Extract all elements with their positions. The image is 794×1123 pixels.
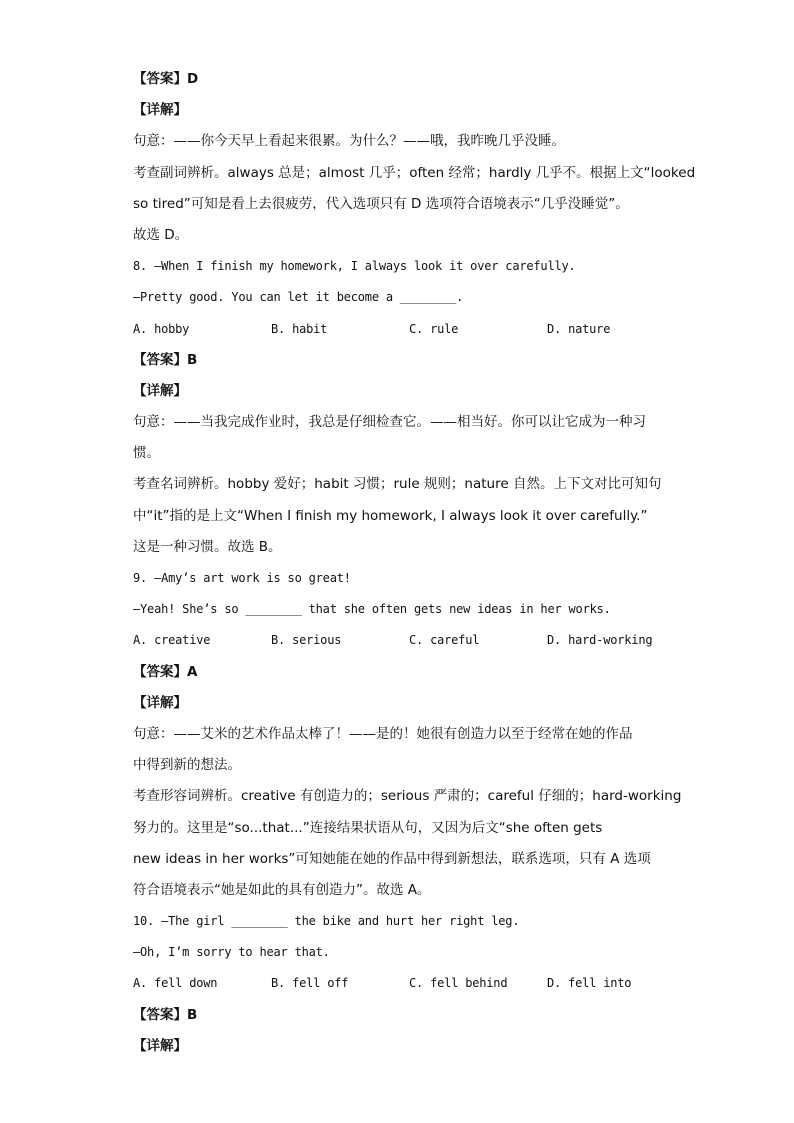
answer-option: A. fell down <box>133 976 218 991</box>
section-header: 【答案】D <box>133 71 199 87</box>
explanation-line: 中得到新的想法。 <box>133 757 241 774</box>
explanation-line: 考查名词辨析。hobby 爱好；habit 习惯；rule 规则；nature 自然。上下文对比可知句 <box>133 476 662 493</box>
question-line: —Yeah! She’s so ________ that she often gets new ideas in her works. <box>133 602 611 617</box>
answer-option: B. habit <box>271 321 328 336</box>
explanation-line: 考查形容词辨析。creative 有创造力的；serious 严肃的；careful 仔细的；hard-working <box>133 788 682 805</box>
question-line: 10. —The girl ________ the bike and hurt her right leg. <box>133 914 520 929</box>
answer-option: C. fell behind <box>409 976 508 991</box>
explanation-line: 句意：——你今天早上看起来很累。为什么？——哦，我昨晚几乎没睡。 <box>133 133 565 150</box>
section-header: 【详解】 <box>133 102 187 119</box>
section-header: 【详解】 <box>133 1037 187 1054</box>
explanation-line: 努力的。这里是“so...that...”连接结果状语从句，又因为后文“she often gets <box>133 819 603 836</box>
answer-option: D. nature <box>547 321 611 336</box>
section-header: 【详解】 <box>133 694 187 711</box>
answer-option: C. careful <box>409 633 480 648</box>
explanation-line: 这是一种习惯。故选 B。 <box>133 538 282 555</box>
explanation-line: 符合语境表示“她是如此的具有创造力”。故选 A。 <box>133 881 431 898</box>
section-header: 【答案】B <box>133 1006 198 1023</box>
question-line: 9. —Amy’s art work is so great! <box>133 571 351 585</box>
answer-option: D. fell into <box>547 976 632 991</box>
question-line: —Pretty good. You can let it become a ________. <box>133 290 464 305</box>
explanation-line: 惯。 <box>133 445 160 462</box>
section-header: 【答案】A <box>133 663 198 680</box>
explanation-line: new ideas in her works”可知她能在她的作品中得到新想法，联系选项，只有 A 选项 <box>133 850 651 867</box>
section-header: 【详解】 <box>133 382 187 399</box>
explanation-line: so tired”可知是看上去很疲劳，代入选项只有 D 选项符合语境表示“几乎没睡觉”。 <box>133 195 629 212</box>
answer-options <box>133 314 673 345</box>
document-page <box>133 64 696 1062</box>
explanation-line: 句意：——艾米的艺术作品太棒了！——是的！她很有创造力以至于经常在她的作品 <box>133 725 633 742</box>
answer-options <box>133 968 673 999</box>
answer-option: A. creative <box>133 633 211 648</box>
answer-options <box>133 625 673 656</box>
explanation-line: 故选 D。 <box>133 226 189 243</box>
answer-option: C. rule <box>409 321 459 336</box>
section-header: 【答案】B <box>133 351 198 368</box>
answer-option: D. hard-working <box>547 633 653 648</box>
explanation-line: 句意：——当我完成作业时，我总是仔细检查它。——相当好。你可以让它成为一种习 <box>133 414 646 431</box>
answer-option: B. serious <box>271 633 342 648</box>
question-line: 8. —When I finish my homework, I always look it over carefully. <box>133 259 576 274</box>
answer-option: A. hobby <box>133 321 190 336</box>
question-line: —Oh, I’m sorry to hear that. <box>133 945 330 960</box>
explanation-line: 中“it”指的是上文“When I finish my homework, I always look it over carefully.” <box>133 507 648 524</box>
explanation-line: 考查副词辨析。always 总是；almost 几乎；often 经常；hardly 几乎不。根据上文“looked <box>133 164 696 181</box>
answer-option: B. fell off <box>271 976 349 991</box>
